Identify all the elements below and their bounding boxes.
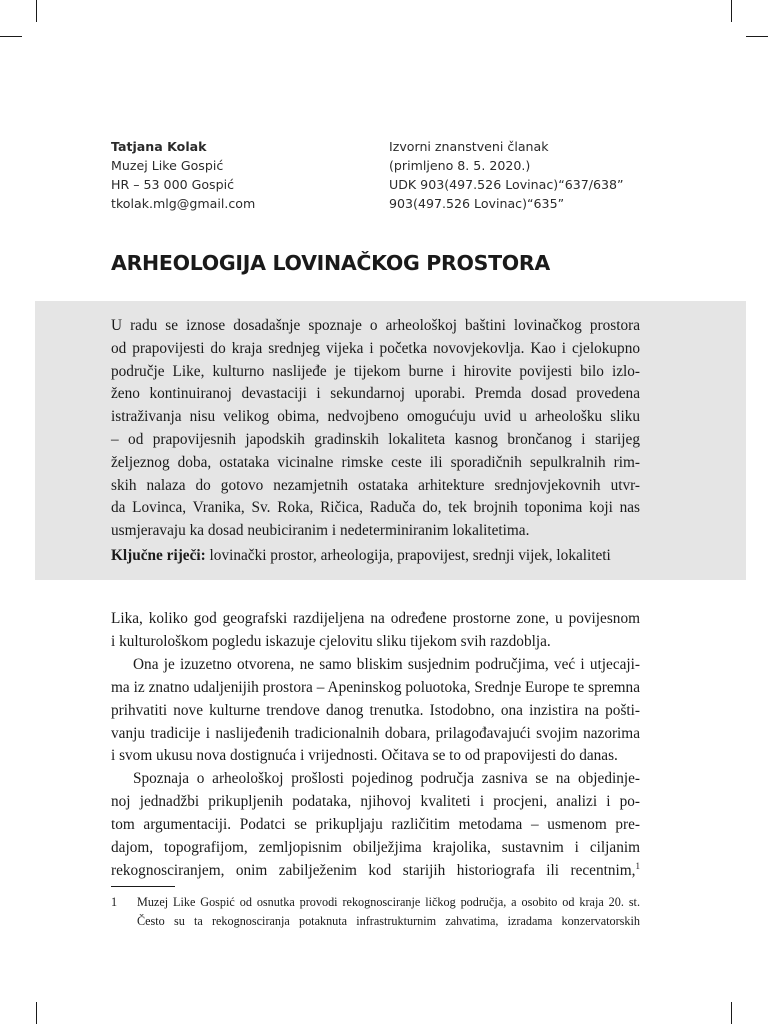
footnote-separator: [111, 886, 175, 887]
footnote-reference[interactable]: 1: [635, 860, 640, 871]
body-line: tom argumentaciji. Podatci se prikupljaju različitim metodama – usmenom pre-: [111, 816, 640, 834]
crop-mark-top-left-h: [0, 36, 22, 37]
author-address: HR – 53 000 Gospić: [111, 177, 235, 192]
article-udk-2: 903(497.526 Lovinac)“635”: [389, 196, 565, 211]
footnote-line: Muzej Like Gospić od osnutka provodi rekognosciranje ličkog područja, a osobito od kraja 20. st.: [137, 895, 640, 909]
body-line: prihvatiti nove kulturne trendove danog trenutka. Istodobno, ona inzistira na pošti-: [111, 701, 640, 719]
abstract-line: područje Like, kulturno naslijeđe je tijekom burne i hirovite povijesti bilo izlo-: [111, 362, 640, 380]
crop-mark-bottom-right: [731, 1002, 732, 1024]
article-received: (primljeno 8. 5. 2020.): [389, 158, 531, 173]
body-line: vanju tradicije i naslijeđenih tradicionalnih dobara, prilagođavajući svojim nazorima: [111, 724, 640, 742]
body-line: i kulturološkom pogledu iskazuje cjelovitu sliku tijekom svih razdoblja.: [111, 632, 551, 650]
footnote-line: Često su ta rekognosciranja potaknuta infrastrukturnim zahvatima, izradama konzervatorskih: [137, 913, 640, 928]
abstract-line: ženo kontinuiranoj devastaciji i sekundarnoj uporabi. Premda dosad provedena: [111, 385, 640, 403]
abstract-line: – od prapovijesnih japodskih gradinskih lokaliteta kasnog brončanog i starijeg: [111, 430, 640, 448]
article-title: ARHEOLOGIJA LOVINAČKOG PROSTORA: [111, 251, 550, 275]
footnote-number: 1: [111, 895, 118, 909]
article-info-block: [389, 137, 624, 213]
article-udk-1: UDK 903(497.526 Lovinac)“637/638”: [389, 177, 624, 192]
keywords-label: Ključne riječi:: [111, 547, 206, 564]
crop-mark-top-right-h: [746, 36, 768, 37]
abstract-line: željeznog doba, ostataka vicinalne rimske ceste ili sporadičnih sepulkralnih rim-: [111, 453, 640, 471]
abstract-line: U radu se iznose dosadašnje spoznaje o arheološkoj baštini lovinačkog prostora: [111, 317, 640, 334]
abstract-line: skih nalaza do gotovo nezamjetnih ostataka arhitekture srednjovjekovnih utvr-: [111, 476, 640, 494]
body-line: dajom, topografijom, zemljopisnim obilježjima krajolika, sustavnim i ciljanim: [111, 839, 640, 857]
body-line: Ona je izuzetno otvorena, ne samo bliskim susjednim područjima, već i utjecaji-: [133, 655, 640, 673]
abstract-line: da Lovinca, Vranika, Sv. Roka, Ričica, Raduča do, tek brojnih toponima koji nas: [111, 499, 640, 517]
body-line: i svom ukusu nova dostignuća i vrijednosti. Očitava se to od prapovijesti do danas.: [111, 747, 618, 765]
footnote-body: [137, 893, 640, 930]
crop-mark-bottom-left: [36, 1002, 37, 1024]
body-line: Lika, koliko god geografski razdijeljena na određene prostorne zone, u povijesnom: [111, 610, 640, 627]
body-line-with-ref: [111, 860, 640, 883]
keywords: [111, 545, 640, 567]
body-line: noj jednadžbi prikupljenih podataka, njihovoj kvaliteti i procjeni, analizi i po-: [111, 793, 640, 811]
abstract-line: usmjeravaju ka dosad neubiciranim i nedeterminiranim lokalitetima.: [111, 522, 530, 540]
author-name: Tatjana Kolak: [111, 139, 207, 154]
keywords-list: lovinački prostor, arheologija, prapovijest, srednji vijek, lokaliteti: [205, 547, 611, 564]
author-email: tkolak.mlg@gmail.com: [111, 196, 256, 211]
abstract: [111, 315, 640, 543]
footnote: [111, 893, 640, 930]
crop-mark-top-left: [36, 0, 37, 22]
body-line: Spoznaja o arheološkoj prošlosti pojedinog područja zasniva se na objedinje-: [133, 770, 640, 788]
author-institution: Muzej Like Gospić: [111, 158, 224, 173]
abstract-line: od prapovijesti do kraja srednjeg vijeka i početka novovjekovlja. Kao i cjelokupno: [111, 339, 640, 357]
article-type: Izvorni znanstveni članak: [389, 139, 549, 154]
author-block: [111, 137, 255, 213]
body-line-text: rekognosciranjem, onim zabilježenim kod starijih historiografa ili recentnim,: [111, 861, 636, 879]
abstract-line: istraživanja nisu velikog obima, nedvojbeno omogućuju uvid u arheološku sliku: [111, 408, 640, 426]
body-text: [111, 608, 640, 883]
body-line: ma iz znatno udaljenijih prostora – Apeninskog poluotoka, Srednje Europe te spremna: [111, 678, 640, 696]
crop-mark-top-right: [731, 0, 732, 22]
